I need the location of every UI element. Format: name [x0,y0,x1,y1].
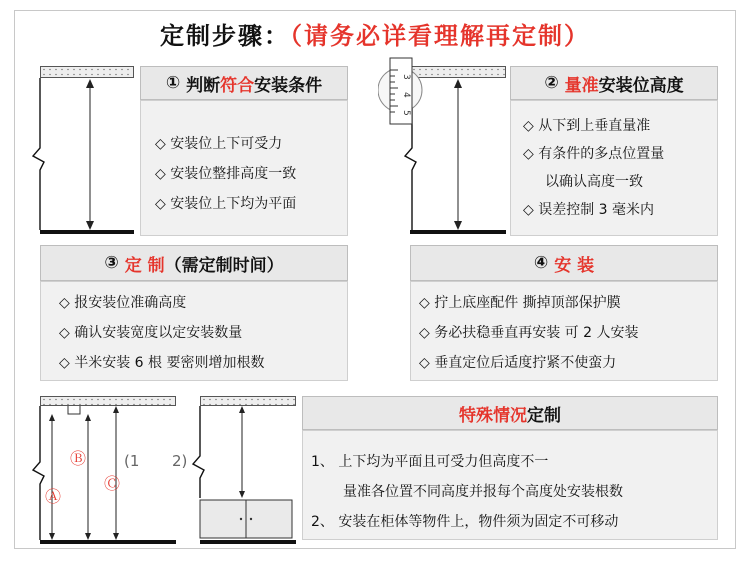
step2-box [510,100,718,236]
title-note: （请务必详看理解再定制） [290,21,590,50]
step1-item: ◇ 安装位上下均为平面 [155,196,297,212]
step1-box [140,100,348,236]
page-title [0,16,750,51]
label-b: Ⓑ [70,449,87,468]
label-case-2: 2) [172,452,188,470]
step1-header: ① 判断 符合 安装条件 [140,66,348,100]
tape-measure-icon [378,56,438,126]
special-line: 量准各位置不同高度并报每个高度处安装根数 [343,484,623,500]
step3-item: ◇ 报安装位准确高度 [59,295,187,311]
cabinet-arrow [190,400,300,550]
label-a: Ⓐ [45,487,62,506]
special-line: 1、 上下均为平面且可受力但高度不一 [311,454,549,470]
step3-item: ◇ 确认安装宽度以定安装数量 [59,325,243,341]
step4-item: ◇ 务必扶稳垂直再安装 可 2 人安装 [419,325,639,341]
ruler-mark: 5 [401,110,411,116]
step3-item: ◇ 半米安装 6 根 要密则增加根数 [59,355,265,371]
step4-box [410,281,718,381]
special-box [302,430,718,540]
step2-header: ② 量准 安装位高度 [510,66,718,100]
special-line: 2、 安装在柜体等物件上，物件须为固定不可移动 [311,514,619,530]
label-case-1: (1 [124,452,140,470]
title-main: 定制步骤： [160,22,290,50]
step4-item: ◇ 垂直定位后适度拧紧不使蛮力 [419,355,617,371]
step4-item: ◇ 拧上底座配件 撕掉顶部保护膜 [419,295,621,311]
step3-box [40,281,348,381]
special-header: 特殊情况 定制 [302,396,718,430]
ruler-mark: 4 [401,92,411,98]
step3-header: ③ 定 制 （需定制时间） [40,245,348,281]
step1-item: ◇ 安装位上下可受力 [155,136,283,152]
step2-item: 以确认高度一致 [545,174,643,190]
step2-item: ◇ 从下到上垂直量准 [523,118,651,134]
label-c: Ⓒ [104,474,121,493]
step1-item: ◇ 安装位整排高度一致 [155,166,297,182]
wall-and-arrow [28,70,148,250]
step4-header: ④ 安 装 [410,245,718,281]
step2-item: ◇ 有条件的多点位置量 [523,146,665,162]
step2-item: ◇ 误差控制 3 毫米内 [523,202,655,218]
ruler-mark: 3 [401,74,411,80]
